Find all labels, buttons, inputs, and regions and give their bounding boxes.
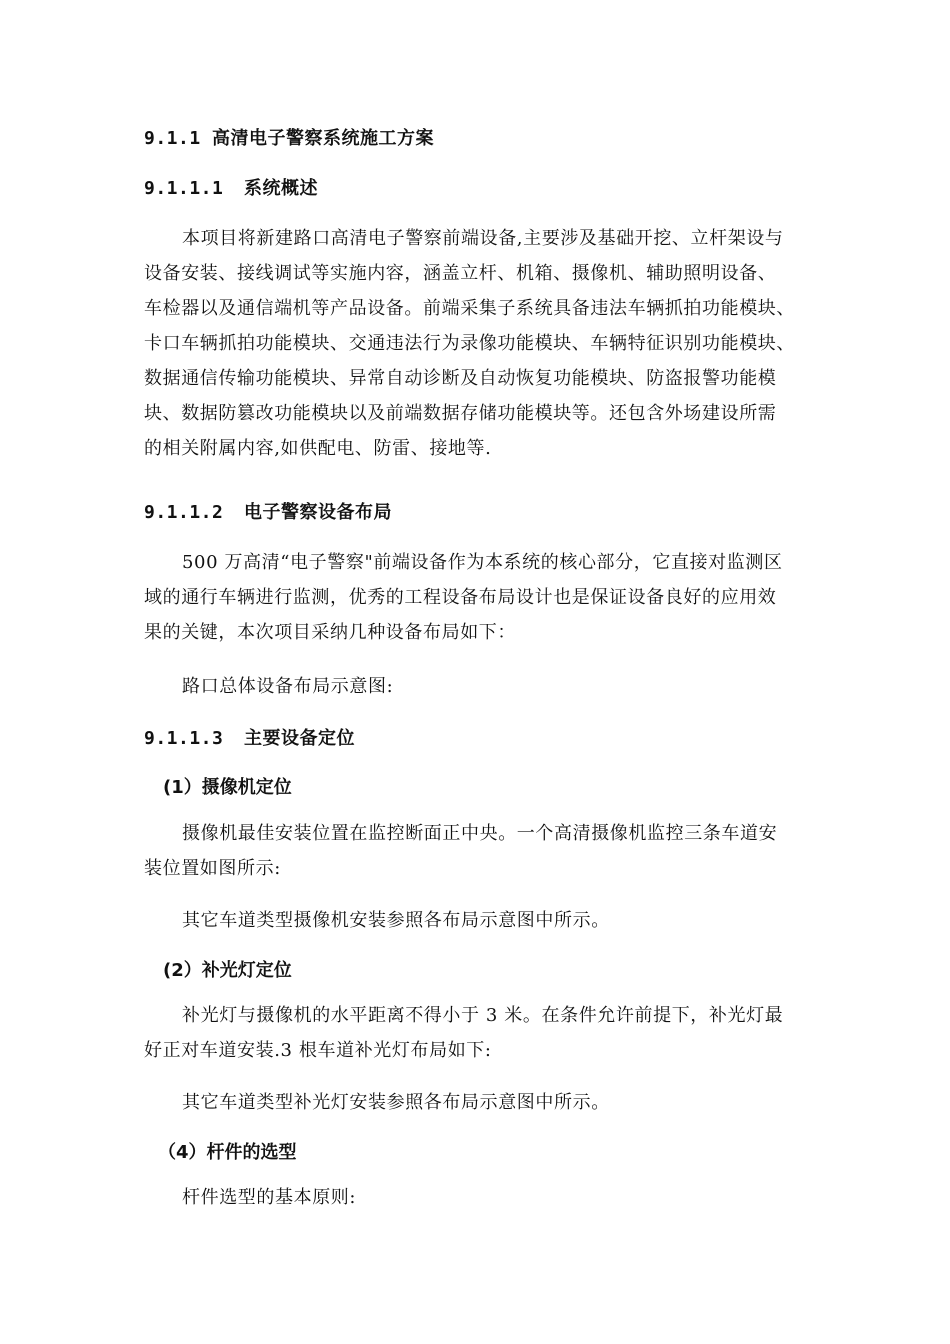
section-title: 高清电子警察系统施工方案 — [212, 128, 434, 149]
pole-intro — [144, 1180, 814, 1215]
layout-heading — [144, 501, 392, 525]
positioning-heading — [144, 727, 355, 751]
overview-line: 本项目将新建路口高清电子警察前端设备,主要涉及基础开挖、立杆架设与 — [182, 228, 784, 249]
camera-note — [144, 903, 814, 938]
light-subheading: (2）补光灯定位 — [163, 960, 292, 981]
section-number: 9.1.1 — [144, 128, 201, 149]
camera-paragraph — [144, 816, 814, 886]
overview-line: 块、数据防篡改功能模块以及前端数据存储功能模块等。还包含外场建设所需 — [144, 403, 777, 424]
light-line: 补光灯与摄像机的水平距离不得小于 3 米。在条件允许前提下，补光灯最 — [182, 1005, 784, 1026]
camera-note-text: 其它车道类型摄像机安装参照各布局示意图中所示。 — [182, 910, 610, 931]
overview-title: 系统概述 — [244, 178, 318, 199]
layout-title: 电子警察设备布局 — [244, 502, 392, 523]
overview-line: 设备安装、接线调试等实施内容，涵盖立杆、机箱、摄像机、辅助照明设备、 — [144, 263, 777, 284]
layout-figure-caption — [144, 669, 814, 704]
overview-line: 数据通信传输功能模块、异常自动诊断及自动恢复功能模块、防盗报警功能模 — [144, 368, 777, 389]
overview-paragraph — [144, 221, 814, 466]
positioning-number: 9.1.1.3 — [144, 728, 224, 749]
light-paragraph — [144, 998, 814, 1068]
camera-subheading: (1）摄像机定位 — [163, 777, 292, 798]
layout-line: 域的通行车辆进行监测，优秀的工程设备布局设计也是保证设备良好的应用效 — [144, 587, 777, 608]
light-line: 好正对车道安装.3 根车道补光灯布局如下: — [144, 1040, 492, 1061]
layout-line: 500 万高清“电子警察"前端设备作为本系统的核心部分，它直接对监测区 — [182, 552, 783, 573]
figure-caption-text: 路口总体设备布局示意图: — [182, 676, 394, 697]
layout-line: 果的关键，本次项目采纳几种设备布局如下： — [144, 622, 516, 643]
section-heading — [144, 127, 434, 151]
pole-subheading: （4）杆件的选型 — [158, 1142, 297, 1163]
overview-heading — [144, 177, 318, 201]
camera-line: 摄像机最佳安装位置在监控断面正中央。一个高清摄像机监控三条车道安 — [182, 823, 778, 844]
layout-number: 9.1.1.2 — [144, 502, 224, 523]
layout-paragraph — [144, 545, 814, 650]
camera-line: 装位置如图所示: — [144, 858, 281, 879]
overview-number: 9.1.1.1 — [144, 178, 224, 199]
pole-intro-text: 杆件选型的基本原则: — [182, 1187, 357, 1208]
positioning-title: 主要设备定位 — [244, 728, 355, 749]
light-note — [144, 1085, 814, 1120]
overview-line: 的相关附属内容,如供配电、防雷、接地等. — [144, 438, 492, 459]
overview-line: 卡口车辆抓拍功能模块、交通违法行为录像功能模块、车辆特征识别功能模块、 — [144, 333, 795, 354]
light-note-text: 其它车道类型补光灯安装参照各布局示意图中所示。 — [182, 1092, 610, 1113]
overview-line: 车检器以及通信端机等产品设备。前端采集子系统具备违法车辆抓拍功能模块、 — [144, 298, 795, 319]
